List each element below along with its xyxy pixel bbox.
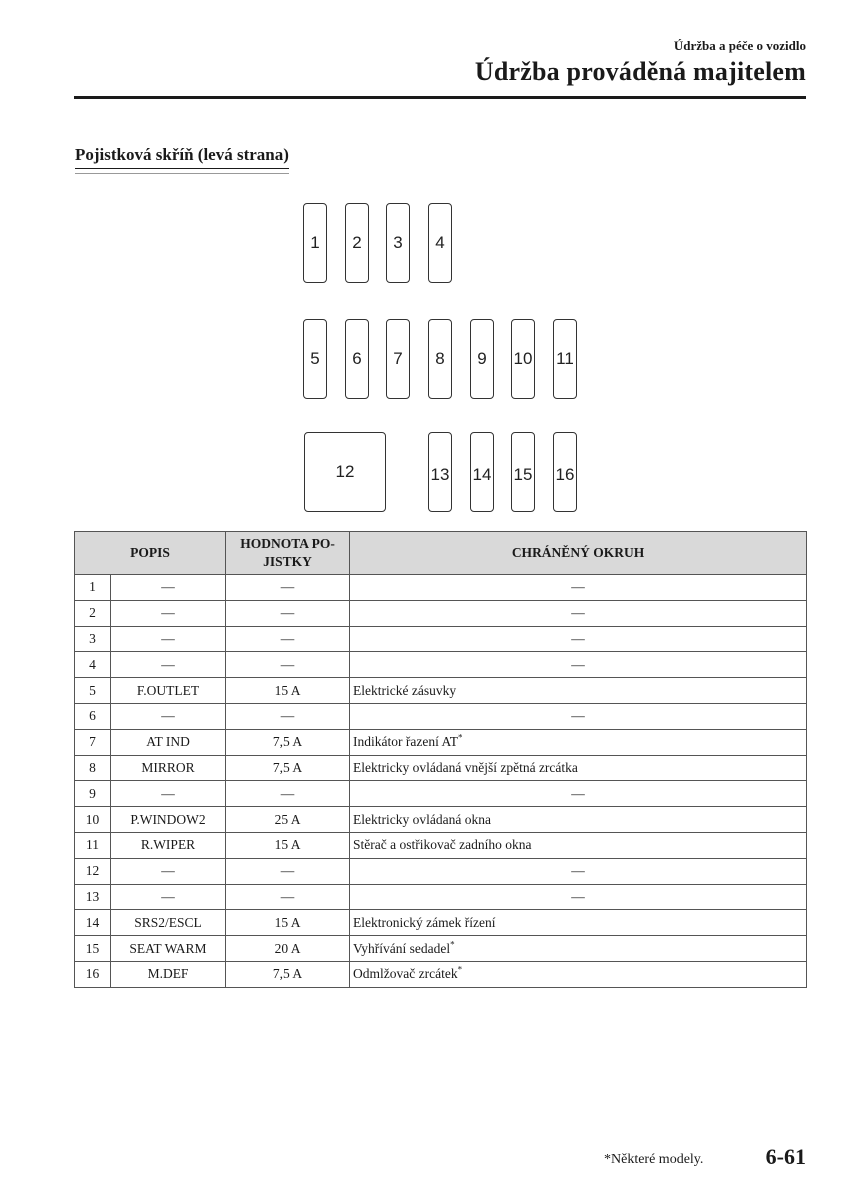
fuse-1: 1 [303,203,327,283]
fuse-4: 4 [428,203,452,283]
fuse-description: SRS2/ESCL [111,910,226,936]
fuse-number: 10 [75,807,111,833]
footnote: *Některé modely. [604,1152,704,1167]
fuse-description: — [111,703,226,729]
protected-circuit [350,652,807,678]
fuse-rating: — [226,884,350,910]
fuse-2: 2 [345,203,369,283]
fuse-description: R.WIPER [111,832,226,858]
fuse-8: 8 [428,319,452,399]
fuse-15: 15 [511,432,535,512]
page-title: Údržba prováděná majitelem [474,57,806,86]
fuse-rating: — [226,781,350,807]
fuse-number: 13 [75,884,111,910]
fuse-rating: — [226,703,350,729]
fuse-description: — [111,600,226,626]
fuse-9: 9 [470,319,494,399]
table-row [75,910,807,936]
fuse-description: P.WINDOW2 [111,807,226,833]
fuse-number: 8 [75,755,111,781]
protected-circuit [350,807,807,833]
protected-circuit [350,910,807,936]
protected-circuit [350,626,807,652]
protected-circuit [350,832,807,858]
circuit-label: Indikátor řazení AT [353,734,458,750]
fuse-rating: — [226,575,350,601]
fuse-description: — [111,575,226,601]
fuse-rating: 15 A [226,832,350,858]
circuit-label: — [571,579,585,595]
fuse-number: 16 [75,961,111,987]
fuse-14: 14 [470,432,494,512]
protected-circuit [350,600,807,626]
table-row [75,626,807,652]
circuit-label: Odmlžovač zrcátek [353,966,458,982]
table-row [75,884,807,910]
protected-circuit [350,884,807,910]
circuit-label: Elektronický zámek řízení [353,914,496,930]
section-title: Pojistková skříň (levá strana) [75,145,289,169]
circuit-label: Elektrické zásuvky [353,682,457,698]
fuse-number: 1 [75,575,111,601]
circuit-label: Vyhřívání sedadel [353,940,451,956]
protected-circuit [350,575,807,601]
fuse-description: MIRROR [111,755,226,781]
fuse-5: 5 [303,319,327,399]
fuse-rating: 7,5 A [226,961,350,987]
fuse-rating: 15 A [226,910,350,936]
table-row [75,755,807,781]
fuse-16: 16 [553,432,577,512]
circuit-label: — [571,888,585,904]
table-row [75,600,807,626]
circuit-label: — [571,656,585,672]
fuse-table [74,531,807,988]
fuse-rating: — [226,652,350,678]
fuse-description: AT IND [111,729,226,755]
circuit-label: Elektricky ovládaná okna [353,811,491,827]
chapter-label: Údržba a péče o vozidlo [673,38,806,53]
fuse-number: 5 [75,678,111,704]
circuit-label: Stěrač a ostřikovač zadního okna [353,837,532,853]
fuse-description: — [111,781,226,807]
fuse-13: 13 [428,432,452,512]
fuse-number: 6 [75,703,111,729]
table-row [75,652,807,678]
circuit-label: — [571,863,585,879]
fuse-number: 9 [75,781,111,807]
table-row [75,729,807,755]
fuse-number: 3 [75,626,111,652]
fuse-description: SEAT WARM [111,936,226,962]
fuse-rating: 25 A [226,807,350,833]
header-popis: POPIS [75,532,226,575]
fuse-number: 7 [75,729,111,755]
protected-circuit [350,729,807,755]
header-okruh: CHRÁNĚNÝ OKRUH [350,532,807,575]
fuse-10: 10 [511,319,535,399]
fuse-number: 4 [75,652,111,678]
protected-circuit [350,703,807,729]
fuse-number: 12 [75,858,111,884]
fuse-description: F.OUTLET [111,678,226,704]
circuit-label: — [571,605,585,621]
fuse-description: — [111,884,226,910]
fuse-rating: 7,5 A [226,755,350,781]
table-row [75,575,807,601]
fuse-11: 11 [553,319,577,399]
circuit-label: — [571,630,585,646]
fuse-description: — [111,652,226,678]
table-row [75,961,807,987]
fuse-rating: 7,5 A [226,729,350,755]
fuse-rating: — [226,600,350,626]
circuit-label: — [571,708,585,724]
footnote-marker: * [450,939,455,950]
table-row [75,781,807,807]
header-hodnota: HODNOTA PO-JISTKY [226,532,350,575]
table-row [75,678,807,704]
fuse-rating: — [226,858,350,884]
fuse-rating: 20 A [226,936,350,962]
table-row [75,807,807,833]
fuse-description: M.DEF [111,961,226,987]
protected-circuit [350,961,807,987]
protected-circuit [350,678,807,704]
table-row [75,703,807,729]
header-rule [74,96,806,99]
table-row [75,858,807,884]
protected-circuit [350,936,807,962]
table-row [75,936,807,962]
fuse-description: — [111,858,226,884]
fuse-3: 3 [386,203,410,283]
footnote-marker: * [457,732,463,743]
fuse-number: 2 [75,600,111,626]
fuse-rating: — [226,626,350,652]
fuse-number: 11 [75,832,111,858]
protected-circuit [350,858,807,884]
fuse-number: 15 [75,936,111,962]
footnote-marker: * [457,964,463,975]
fuse-7: 7 [386,319,410,399]
table-row [75,832,807,858]
circuit-label: — [571,785,585,801]
protected-circuit [350,755,807,781]
protected-circuit [350,781,807,807]
circuit-label: Elektricky ovládaná vnější zpětná zrcátka [353,759,578,775]
fuse-number: 14 [75,910,111,936]
table-header-row [75,532,807,575]
fuse-6: 6 [345,319,369,399]
fuse-12: 12 [304,432,386,512]
fuse-description: — [111,626,226,652]
page-number: 6-61 [765,1144,806,1169]
fuse-rating: 15 A [226,678,350,704]
